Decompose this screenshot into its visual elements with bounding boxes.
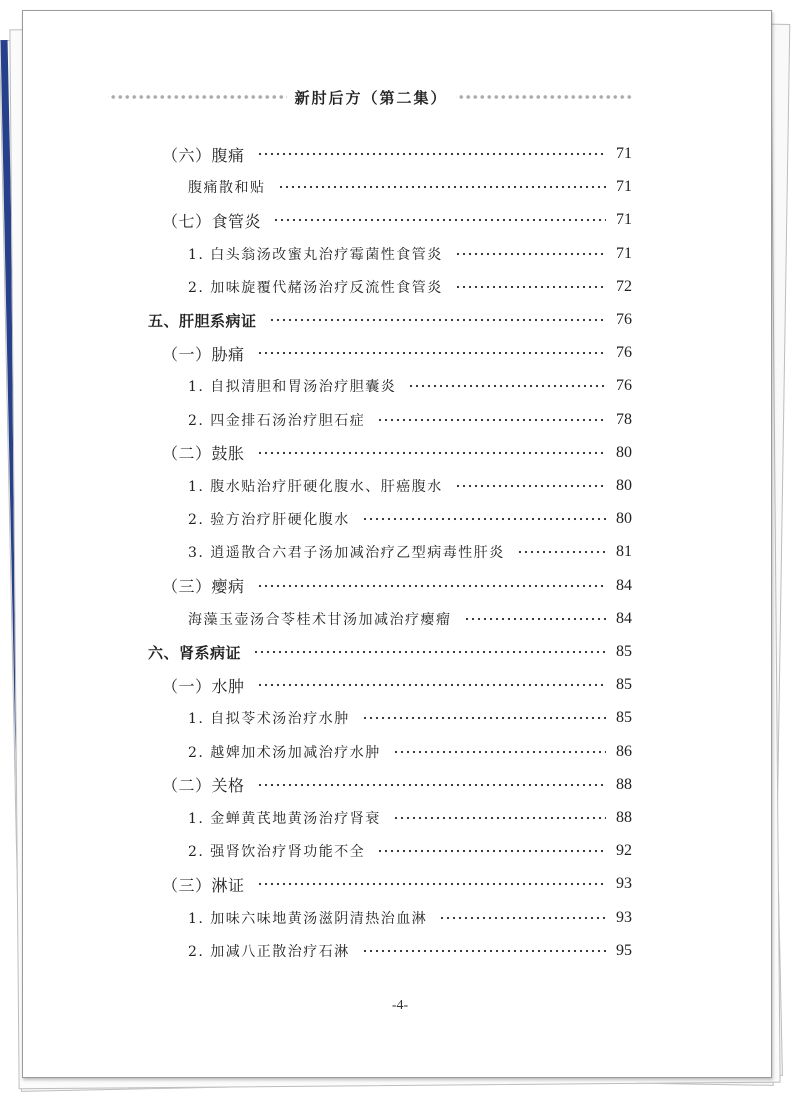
- toc-entry-page: 84: [616, 609, 632, 627]
- dot-leader: [408, 384, 606, 388]
- toc-entry-title: 1. 白头翁汤改蜜丸治疗霉菌性食管炎: [188, 246, 443, 263]
- toc-entry[interactable]: [188, 373, 632, 399]
- dot-leader: [464, 617, 607, 621]
- toc-entry-page: 78: [616, 410, 632, 428]
- toc-entry-page: 76: [616, 344, 632, 362]
- toc-entry-title: 1. 加味六味地黄汤滋阴清热治血淋: [188, 910, 428, 927]
- toc-entry-page: 85: [616, 709, 632, 727]
- toc-entry-page: 92: [616, 842, 632, 860]
- toc-entry-page: 80: [616, 477, 632, 494]
- toc-entry-title: 2. 验方治疗肝硬化腹水: [188, 512, 350, 529]
- toc-entry[interactable]: [188, 407, 632, 433]
- toc-entry[interactable]: [162, 871, 632, 897]
- toc-entry-title: （一）水肿: [162, 676, 245, 696]
- toc-entry[interactable]: [162, 141, 632, 167]
- toc-entry-page: 95: [616, 941, 632, 959]
- toc-entry[interactable]: [188, 539, 632, 565]
- page-number: -4-: [391, 998, 409, 1013]
- dot-leader: [362, 716, 606, 720]
- toc-entry-title: 2. 越婢加术汤加减治疗水肿: [188, 744, 381, 761]
- dot-leader: [455, 252, 606, 256]
- dot-leader: [257, 451, 606, 455]
- toc-entry-page: 76: [616, 377, 632, 395]
- toc-entry-page: 81: [616, 543, 632, 561]
- book-title: 新肘后方（第二集）: [294, 88, 448, 107]
- toc-entry-title: 2. 四金排石汤治疗胆石症: [188, 412, 366, 429]
- dot-leader: [257, 152, 606, 156]
- dot-leader: [273, 218, 606, 222]
- toc-entry-page: 85: [616, 676, 632, 694]
- dot-leader: [455, 285, 606, 289]
- toc-entry-title: 腹痛散和贴: [188, 180, 266, 197]
- toc-entry-title: 2. 加味旋覆代赭汤治疗反流性食管炎: [188, 279, 443, 296]
- toc-entry-title: （三）淋证: [162, 875, 245, 895]
- toc-entry-title: 五、肝胆系病证: [148, 311, 257, 330]
- toc-entry-title: 1. 自拟清胆和胃汤治疗胆囊炎: [188, 379, 397, 396]
- toc-entry[interactable]: [188, 705, 632, 731]
- toc-entry[interactable]: [162, 440, 632, 466]
- dot-leader: [257, 683, 606, 687]
- dot-leader: [362, 517, 606, 521]
- dot-leader: [269, 318, 606, 322]
- dot-leader: [517, 550, 606, 554]
- toc-entry-page: 76: [616, 311, 632, 328]
- toc-entry[interactable]: [162, 772, 632, 798]
- dot-leader: [393, 816, 606, 820]
- dot-leader: [362, 949, 606, 953]
- toc-entry[interactable]: [148, 307, 632, 333]
- dot-leader: [257, 584, 606, 588]
- toc-entry-page: 71: [616, 211, 632, 229]
- toc-entry[interactable]: [188, 606, 632, 632]
- toc-entry[interactable]: [188, 241, 632, 267]
- toc-entry-page: 80: [616, 510, 632, 528]
- toc-entry-page: 93: [616, 908, 632, 926]
- toc-entry[interactable]: [188, 938, 632, 964]
- toc-entry-title: 六、肾系病证: [148, 643, 242, 662]
- toc-entry[interactable]: [188, 805, 632, 831]
- dot-leader: [439, 916, 606, 920]
- dot-leader: [455, 484, 606, 488]
- toc-entry-title: （三）瘿病: [162, 577, 245, 597]
- toc-entry-title: （二）关格: [162, 776, 245, 796]
- toc-entry[interactable]: [188, 473, 632, 499]
- toc-entry-title: 2. 加减八正散治疗石淋: [188, 943, 350, 960]
- toc-entry[interactable]: [188, 506, 632, 532]
- dot-leader: [257, 351, 606, 355]
- toc-entry[interactable]: [188, 838, 632, 864]
- toc-entry-page: 93: [616, 875, 632, 893]
- toc-entry-page: 85: [616, 643, 632, 660]
- toc-entry-page: 88: [616, 809, 632, 826]
- toc-entry[interactable]: [148, 639, 632, 665]
- dot-leader: [393, 750, 606, 754]
- toc-entry-page: 84: [616, 576, 632, 594]
- toc-entry[interactable]: [188, 274, 632, 300]
- toc-entry[interactable]: [162, 573, 632, 599]
- toc-entry-title: 1. 腹水贴治疗肝硬化腹水、肝癌腹水: [188, 479, 443, 495]
- toc-entry[interactable]: [188, 739, 632, 765]
- toc-entry-title: （二）鼓胀: [162, 444, 245, 464]
- toc-entry-title: 1. 自拟苓术汤治疗水肿: [188, 711, 350, 728]
- toc-entry-title: 2. 强肾饮治疗肾功能不全: [188, 844, 366, 861]
- toc-entry[interactable]: [188, 174, 632, 200]
- dot-leader: [377, 418, 606, 422]
- toc-entry-title: 海藻玉壶汤合苓桂术甘汤加减治疗瘿瘤: [188, 611, 452, 628]
- dot-leader: [278, 185, 607, 189]
- dot-leader: [257, 783, 606, 787]
- dot-leader: [257, 882, 606, 886]
- toc-entry-page: 71: [616, 145, 632, 162]
- toc-entry-page: 71: [616, 244, 632, 262]
- dot-leader: [253, 650, 606, 654]
- toc-entry-title: （一）胁痛: [162, 344, 245, 364]
- toc-entry[interactable]: [162, 672, 632, 698]
- toc-entry[interactable]: [162, 340, 632, 366]
- toc-entry-page: 71: [616, 178, 632, 196]
- toc-entry-page: 72: [616, 277, 632, 295]
- toc-entry-title: （七）食管炎: [162, 211, 262, 231]
- toc-entry-page: 88: [616, 775, 632, 793]
- toc-entry-page: 86: [616, 742, 632, 760]
- toc-entry[interactable]: [188, 905, 632, 931]
- toc-entry-title: （六）腹痛: [162, 145, 245, 165]
- toc-entry[interactable]: [162, 207, 632, 233]
- dot-leader: [377, 849, 606, 853]
- toc-entry-title: 1. 金蝉黄芪地黄汤治疗肾衰: [188, 811, 381, 827]
- toc-entry-page: 80: [616, 443, 632, 461]
- toc-entry-title: 3. 逍遥散合六君子汤加减治疗乙型病毒性肝炎: [188, 545, 505, 562]
